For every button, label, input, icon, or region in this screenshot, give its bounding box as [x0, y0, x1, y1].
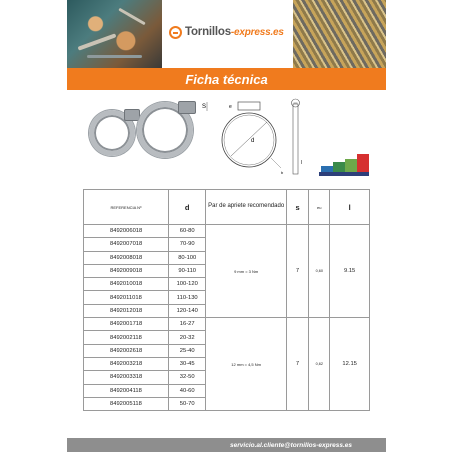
cell-d: 25-40 [169, 344, 206, 357]
table-row [84, 225, 370, 238]
header [67, 0, 386, 68]
cell-d: 120-140 [169, 304, 206, 317]
cell-l: 9.15 [330, 225, 370, 318]
brand-name: Tornillos [185, 26, 231, 38]
cell-d: 30-45 [169, 357, 206, 370]
cell-referencia: 8492009018 [84, 264, 169, 277]
cell-d: 20-32 [169, 331, 206, 344]
product-illustration [67, 92, 386, 184]
cell-d: 110-130 [169, 291, 206, 304]
contact-email[interactable]: servicio.al.cliente@tornillos-express.es [230, 441, 352, 449]
cell-referencia: 8492012018 [84, 304, 169, 317]
screws-photo [293, 0, 386, 68]
col-l: l [330, 190, 370, 225]
col-d: d [169, 190, 206, 225]
logo-icon [169, 26, 182, 39]
col-s: s [286, 190, 308, 225]
cell-l: 12.15 [330, 318, 370, 411]
cell-e: 0,62 [309, 318, 330, 411]
cell-referencia: 8492010018 [84, 278, 169, 291]
table-body [84, 225, 370, 411]
hose-clamp-large-image [137, 102, 193, 158]
cell-e: 0,60 [309, 225, 330, 318]
col-par: Par de apriete recomendado [206, 190, 286, 225]
clamp-dimension-drawing [197, 94, 307, 184]
cell-referencia: 8492007018 [84, 238, 169, 251]
dim-l-label: l [301, 160, 303, 166]
cell-d: 50-70 [169, 397, 206, 410]
footer [67, 438, 386, 452]
cell-s: 7 [286, 225, 308, 318]
title-bar [67, 68, 386, 90]
brand-logo[interactable] [169, 22, 293, 42]
cell-d: 100-120 [169, 278, 206, 291]
cell-referencia: 8492001718 [84, 318, 169, 331]
cell-d: 40-60 [169, 384, 206, 397]
cell-s: 7 [286, 318, 308, 411]
table-header-row [84, 190, 370, 225]
cell-d: 32-50 [169, 371, 206, 384]
spec-sheet-page [67, 0, 386, 452]
cell-d: 16-27 [169, 318, 206, 331]
cell-referencia: 8492002118 [84, 331, 169, 344]
brand-domain: -express.es [230, 27, 284, 38]
workshop-photo [67, 0, 162, 68]
col-referencia: REFERENCIA Nº [84, 190, 169, 225]
cell-referencia: 8492002618 [84, 344, 169, 357]
cell-referencia: 8492003218 [84, 357, 169, 370]
spec-table [83, 189, 370, 411]
cell-d: 90-110 [169, 264, 206, 277]
dim-b-label: b [281, 170, 284, 175]
cell-referencia: 8492011018 [84, 291, 169, 304]
cell-par: 9 mm = 3 Nm [206, 225, 286, 318]
cell-referencia: 8492003318 [84, 371, 169, 384]
dim-s-label: S [202, 104, 207, 110]
cell-referencia: 8492004118 [84, 384, 169, 397]
cell-referencia: 8492008018 [84, 251, 169, 264]
material-class-graphic [319, 152, 369, 176]
dim-e-label: e [229, 104, 232, 110]
col-e: eu [309, 190, 330, 225]
hose-clamp-small-image [89, 110, 135, 156]
cell-referencia: 8492005118 [84, 397, 169, 410]
cell-d: 80-100 [169, 251, 206, 264]
dim-d-label: d [251, 138, 255, 144]
table-row [84, 318, 370, 331]
page-title: Ficha técnica [185, 71, 268, 87]
cell-d: 60-80 [169, 225, 206, 238]
cell-referencia: 8492006018 [84, 225, 169, 238]
cell-par: 12 mm = 4,5 Nm [206, 318, 286, 411]
cell-d: 70-90 [169, 238, 206, 251]
